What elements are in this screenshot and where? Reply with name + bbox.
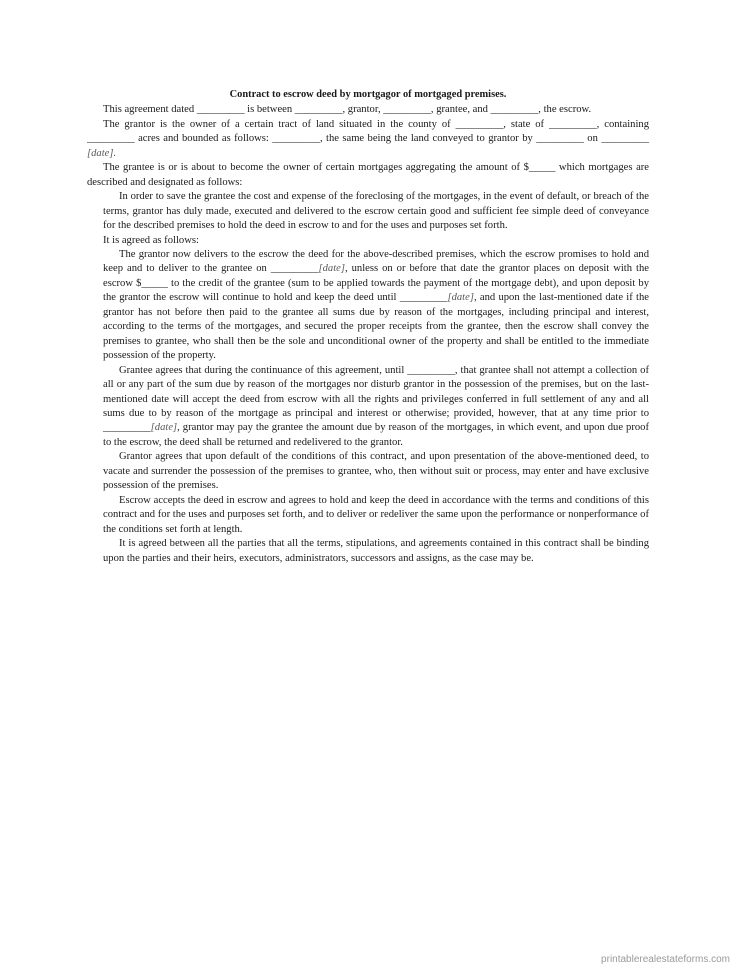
grantee-agreement-text-a: Grantee agrees that during the continuance of this agreement, until _________, that grantee shall not attempt a collection of all or any part of the sum due by reason of the mortgages nor disturb grantor in the possession of the premises, but on the last-mentioned date will accept the deed from escrow with all the rights and privileges conferred in full settlement of any and all sums due to by reason of the mortgage as principal and interest or otherwise; provided, however, that at any time prior to _________ bbox=[103, 364, 649, 434]
paragraph-binding-clause: It is agreed between all the parties that all the terms, stipulations, and agreements contained in this contract shall be binding upon the parties and their heirs, executors, administrators, successors and assigns, as the case may be. bbox=[103, 538, 649, 564]
paragraph-agreed-heading: It is agreed as follows: bbox=[103, 234, 199, 246]
paragraph-purpose: In order to save the grantee the cost and expense of the foreclosing of the mortgages, in the event of default, or breach of the terms, grantor has duly made, executed and delivered to the escrow certain good and sufficient fee simple deed of conveyance for the described premises to hold the deed in escrow to and for the uses and purposes set forth. bbox=[103, 191, 649, 232]
delivery-terms-text-b: , unless on or before that date the grantor places on deposit with the escrow $_____ to the credit of the grantee (sum to be applied towards the payment of the mortgage debt), and upon deposit by the grantor the escrow will continue to hold and keep the deed until _________ bbox=[103, 263, 649, 304]
paragraph-parties: This agreement dated _________ is between _________, grantor, _________, grantee, and _________, the escrow. bbox=[103, 104, 592, 116]
paragraph-escrow-acceptance: Escrow accepts the deed in escrow and agrees to hold and keep the deed in accordance with the terms and conditions of this contract and for the uses and purposes set forth, and to deliver or redeliver the same upon the performance or nonperformance of the conditions set forth at length. bbox=[103, 494, 649, 535]
document-page bbox=[87, 88, 649, 566]
document-title: Contract to escrow deed by mortgagor of mortgaged premises. bbox=[229, 89, 507, 100]
land-description-text: The grantor is the owner of a certain tract of land situated in the county of _________, state of _________, containing _________ acres and bounded as follows: _________, the same being the land conveyed to grantor by _________ on _________ bbox=[87, 118, 649, 145]
date-placeholder: [date]. bbox=[87, 147, 117, 159]
agreement-body bbox=[103, 190, 649, 566]
footer-watermark: printablerealestateforms.com bbox=[601, 954, 730, 965]
paragraph-delivery-terms bbox=[103, 248, 649, 364]
delivery-terms-text-c: , and upon the last-mentioned date if the grantor has not before then paid to the grantee all sums due by reason of the mortgages, including principal and interest, according to the terms of the mortgages, and secured the proper receipts from the grantee, then the escrow shall convey the premises to grantee, who shall then be the sole and unconditional owner of the property and shall be entitled to the immediate possession of the property. bbox=[103, 292, 649, 362]
paragraph-grantee-agreement bbox=[103, 364, 649, 451]
paragraph-land-description bbox=[87, 118, 649, 161]
paragraph-grantor-default: Grantor agrees that upon default of the conditions of this contract, and upon presentation of the above-mentioned deed, to vacate and surrender the possession of the premises to grantee, who, then without suit or process, may enter and have exclusive possession of the premises. bbox=[103, 451, 649, 492]
delivery-terms-text-a: The grantor now delivers to the escrow the deed for the above-described premises, which the escrow promises to hold and keep and to deliver to the grantee on _________ bbox=[103, 248, 649, 275]
date-placeholder: [date] bbox=[318, 263, 345, 275]
paragraph-mortgages: The grantee is or is about to become the owner of certain mortgages aggregating the amount of $_____ which mortgages are described and designated as follows: bbox=[87, 162, 649, 188]
date-placeholder: [date] bbox=[150, 422, 178, 434]
date-placeholder: [date] bbox=[447, 292, 474, 304]
grantee-agreement-text-b: , grantor may pay the grantee the amount due by reason of the mortgages, in which event, and upon due proof to the escrow, the deed shall be returned and redelivered to the grantor. bbox=[103, 422, 649, 448]
